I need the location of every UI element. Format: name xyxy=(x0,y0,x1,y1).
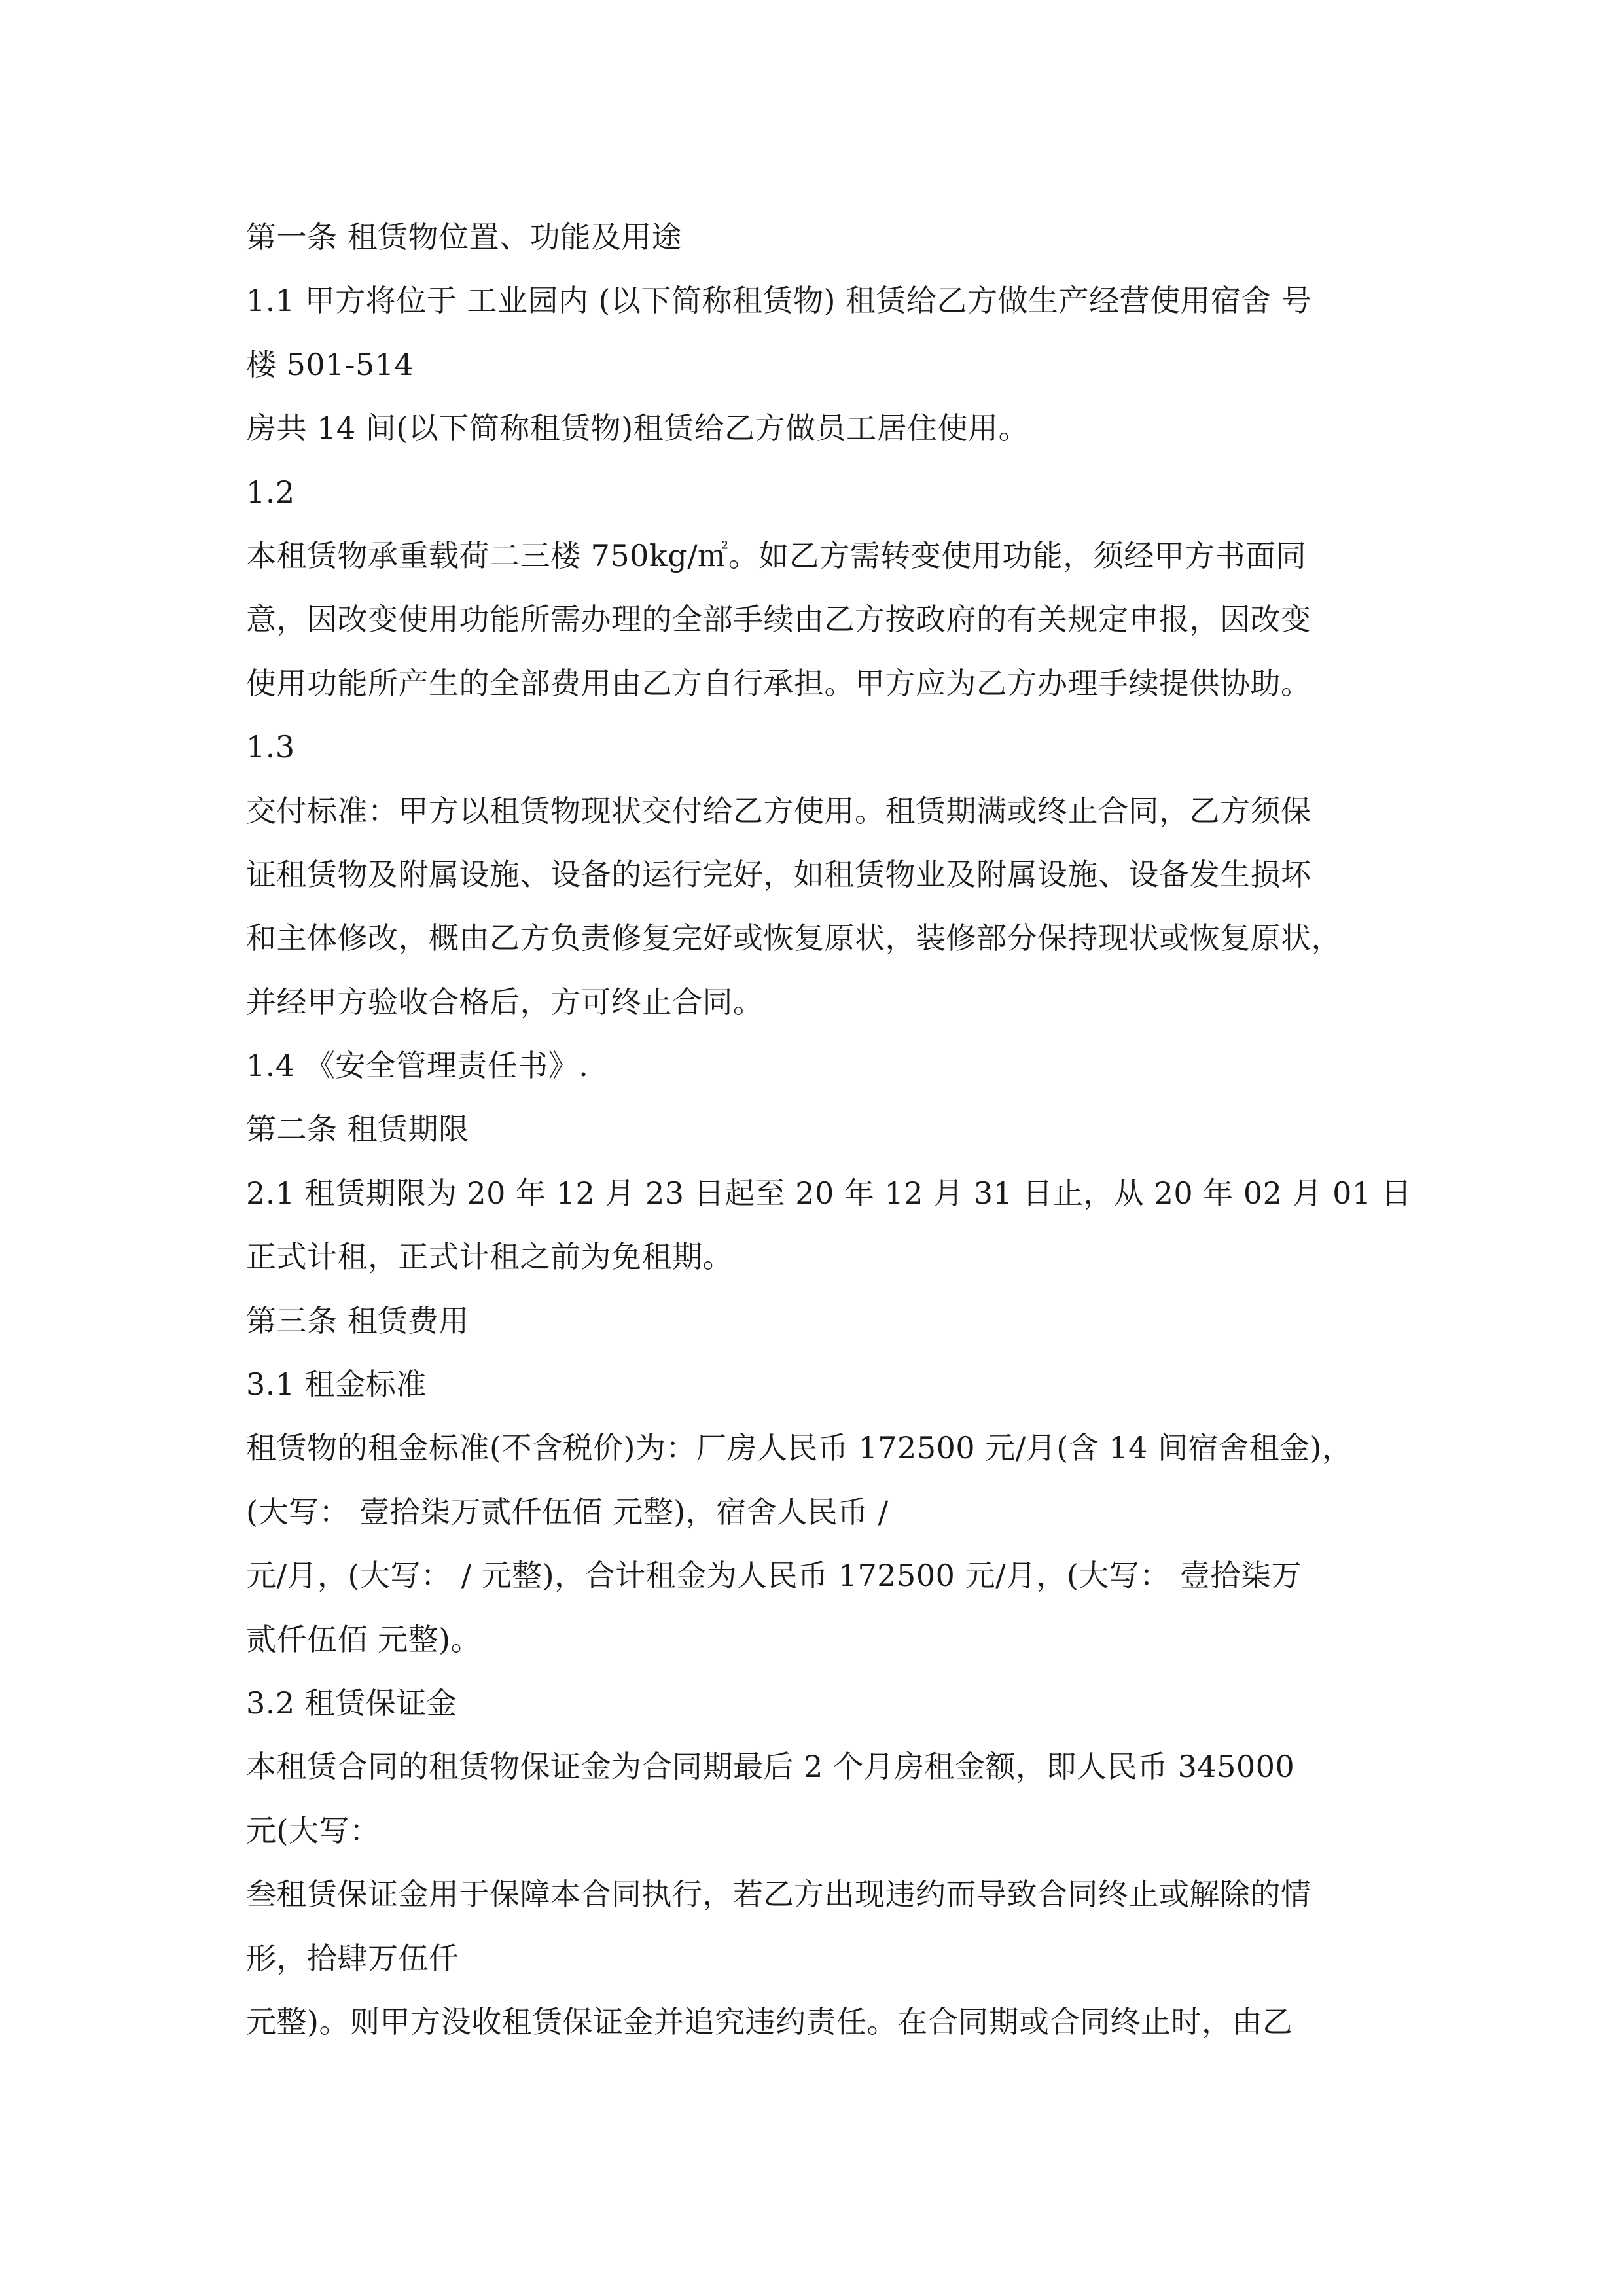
clause-2-1-line-1: 2.1 租赁期限为 20 年 12 月 23 日起至 20 年 12 月 31 日止，从 20 年 02 月 01 日 xyxy=(246,1175,1412,1211)
clause-1-2-line-2: 意，因改变使用功能所需办理的全部手续由乙方按政府的有关规定申报，因改变 xyxy=(246,601,1311,637)
article-1-heading: 第一条 租赁物位置、功能及用途 xyxy=(246,219,683,255)
clause-3-2-line-5: 元整)。则甲方没收租赁保证金并追究违约责任。在合同期或合同终止时，由乙 xyxy=(246,2003,1293,2039)
clause-3-1-heading: 3.1 租金标准 xyxy=(246,1367,427,1403)
article-2-heading: 第二条 租赁期限 xyxy=(246,1111,469,1147)
clause-1-4: 1.4 《安全管理责任书》. xyxy=(246,1048,589,1084)
clause-1-3-line-3: 和主体修改，概由乙方负责修复完好或恢复原状，装修部分保持现状或恢复原状， xyxy=(246,920,1342,956)
clause-3-1-line-1: 租赁物的租金标准(不含税价)为：厂房人民币 172500 元/月(含 14 间宿舍租金)， xyxy=(246,1430,1353,1466)
clause-1-2-number: 1.2 xyxy=(246,474,295,510)
clause-1-2-line-3: 使用功能所产生的全部费用由乙方自行承担。甲方应为乙方办理手续提供协助。 xyxy=(246,665,1311,701)
clause-3-2-heading: 3.2 租赁保证金 xyxy=(246,1685,457,1721)
clause-3-1-line-3: 元/月，(大写： / 元整)，合计租金为人民币 172500 元/月，(大写： 壹拾柒万 xyxy=(246,1558,1302,1594)
clause-3-2-line-3: 叁租赁保证金用于保障本合同执行，若乙方出现违约而导致合同终止或解除的情 xyxy=(246,1876,1311,1912)
clause-1-3-number: 1.3 xyxy=(246,729,295,765)
clause-3-1-line-2: (大写： 壹拾柒万贰仟伍佰 元整)，宿舍人民币 / xyxy=(246,1494,889,1530)
clause-1-1-line-3: 房共 14 间(以下简称租赁物)租赁给乙方做员工居住使用。 xyxy=(246,410,1029,446)
clause-1-1-line-2: 楼 501-514 xyxy=(246,346,414,382)
clause-1-2-line-1: 本租赁物承重载荷二三楼 750kg/㎡。如乙方需转变使用功能，须经甲方书面同 xyxy=(246,537,1307,573)
clause-1-1-line-1: 1.1 甲方将位于 工业园内 (以下简称租赁物) 租赁给乙方做生产经营使用宿舍 号 xyxy=(246,283,1312,319)
clause-3-1-line-4: 贰仟伍佰 元整)。 xyxy=(246,1621,482,1657)
clause-2-1-line-2: 正式计租，正式计租之前为免租期。 xyxy=(246,1239,733,1275)
article-3-heading: 第三条 租赁费用 xyxy=(246,1302,469,1338)
document-page xyxy=(246,206,1412,2054)
clause-1-3-line-4: 并经甲方验收合格后，方可终止合同。 xyxy=(246,984,764,1020)
clause-1-3-line-2: 证租赁物及附属设施、设备的运行完好，如租赁物业及附属设施、设备发生损坏 xyxy=(246,856,1311,892)
clause-3-2-line-2: 元(大写： xyxy=(246,1812,380,1848)
clause-1-3-line-1: 交付标准：甲方以租赁物现状交付给乙方使用。租赁期满或终止合同，乙方须保 xyxy=(246,793,1311,829)
clause-3-2-line-4: 形，拾肆万伍仟 xyxy=(246,1940,459,1976)
clause-3-2-line-1: 本租赁合同的租赁物保证金为合同期最后 2 个月房租金额，即人民币 345000 xyxy=(246,1749,1295,1785)
